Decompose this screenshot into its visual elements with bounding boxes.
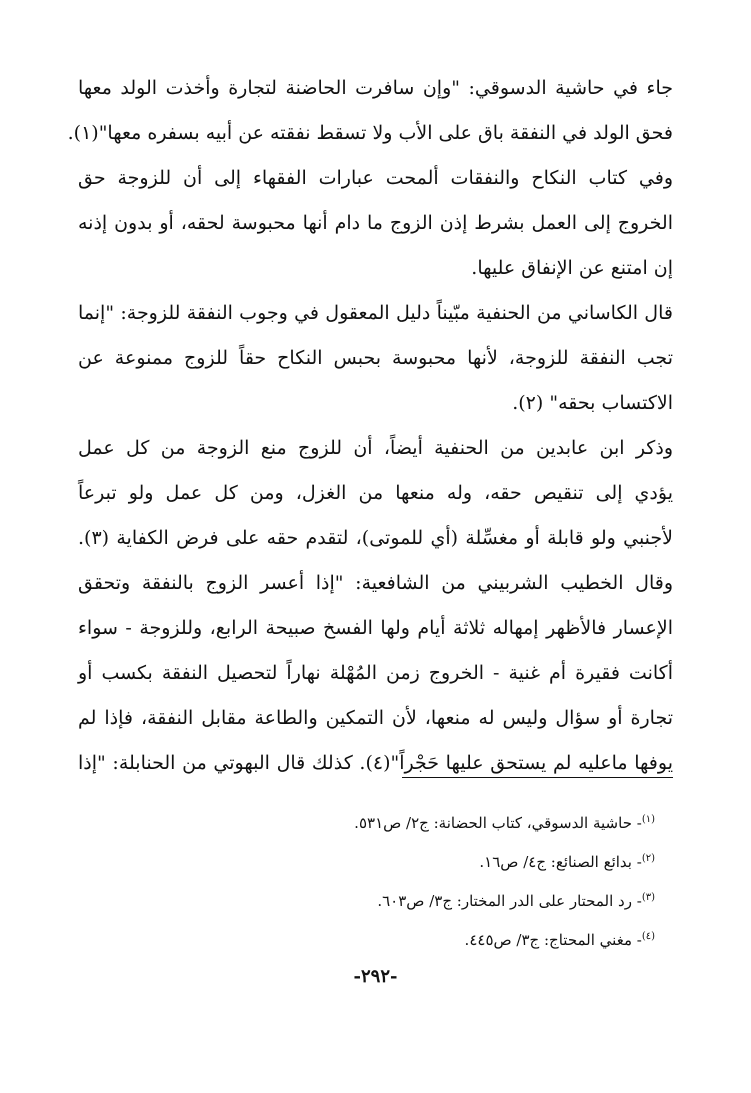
footnotes [215, 800, 655, 956]
footnote-text: - مغني المحتاج: ج٣/ ص٤٤٥. [464, 931, 642, 949]
footnote-number: (١) [641, 814, 655, 825]
body-line: أكانت فقيرة أم غنية - الخروج زمن المُهْلة نهاراً لتحصيل النفقة بكسب أو [78, 662, 673, 684]
footnote-item [215, 878, 655, 917]
body-line: إن امتنع عن الإنفاق عليها. [471, 257, 673, 279]
footnote-number: (٢) [641, 853, 655, 864]
footnote-number: (٣) [641, 892, 655, 903]
footnote-text: - حاشية الدسوقي، كتاب الحضانة: ج٢/ ص٥٣١. [354, 814, 642, 832]
body-line: جاء في حاشية الدسوقي: "وإن سافرت الحاضنة لتجارة وأخذت الولد معها [78, 77, 673, 99]
body-line: تجارة أو سؤال وليس له منعها، لأن التمكين والطاعة مقابل النفقة، فإذا لم [78, 707, 673, 729]
body-line: الخروج إلى العمل بشرط إذن الزوج ما دام أنها محبوسة لحقه، أو بدون إذنه [78, 212, 673, 234]
body-line: تجب النفقة للزوجة، لأنها محبوسة بحبس النكاح حقاً للزوج ممنوعة عن [78, 347, 673, 369]
page-number: -٢٩٢- [353, 966, 398, 987]
footnote-text: - بدائع الصنائع: ج٤/ ص١٦. [479, 853, 642, 871]
body-line: وقال الخطيب الشربيني من الشافعية: "إذا أعسر الزوج بالنفقة وتحقق [78, 572, 673, 594]
footnote-text: - رد المحتار على الدر المختار: ج٣/ ص٦٠٣. [377, 892, 642, 910]
body-line: يؤدي إلى تنقيص حقه، وله منعها من الغزل، ومن كل عمل ولو تبرعاً [78, 482, 673, 504]
body-line: وفي كتاب النكاح والنفقات ألمحت عبارات الفقهاء إلى أن للزوجة حق [78, 167, 673, 189]
footnote-item [215, 917, 655, 956]
body-line: يوفها ماعليه لم يستحق عليها حَجْراً"(٤). كذلك قال البهوتي من الحنابلة: "إذا [78, 752, 673, 774]
footnote-item [215, 800, 655, 839]
footnote-separator [402, 777, 673, 778]
body-text [67, 66, 673, 786]
body-line: الاكتساب بحقه" (٢). [512, 392, 673, 414]
body-line: لأجنبي ولو قابلة أو مغسِّلة (أي للموتى)، لتقدم حقه على فرض الكفاية (٣). [78, 527, 673, 549]
footnote-number: (٤) [641, 931, 655, 942]
body-line: الإعسار فالأظهر إمهاله ثلاثة أيام ولها الفسخ صبيحة الرابع، وللزوجة - سواء [78, 617, 673, 639]
body-line: فحق الولد في النفقة باق على الأب ولا تسقط نفقته عن أبيه بسفره معها"(١). [67, 122, 673, 144]
body-line: قال الكاساني من الحنفية مبّيناً دليل المعقول في وجوب النفقة للزوجة: "إنما [78, 302, 673, 324]
body-line: وذكر ابن عابدين من الحنفية أيضاً، أن للزوج منع الزوجة من كل عمل [78, 437, 673, 459]
footnote-item [215, 839, 655, 878]
